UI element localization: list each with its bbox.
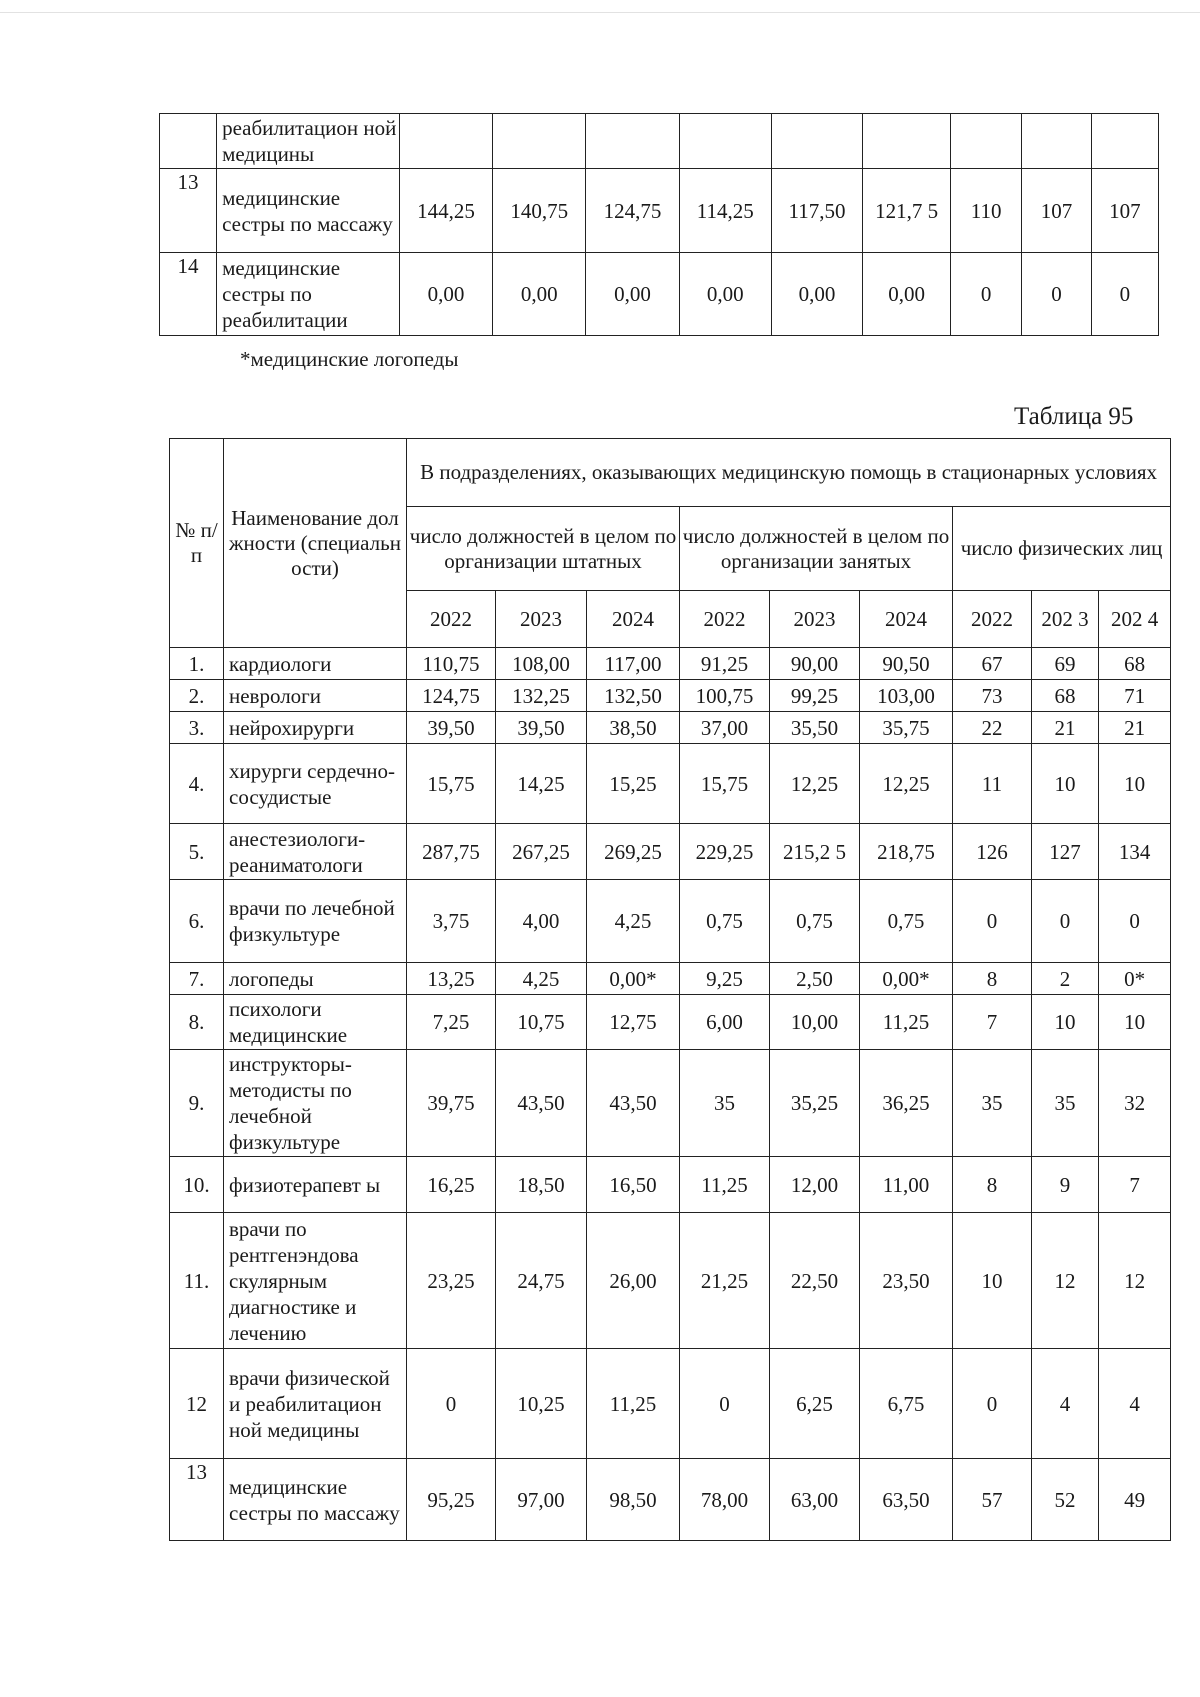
cell-value: 124,75 [407, 680, 496, 712]
cell-value: 12,00 [770, 1157, 860, 1213]
cell-value: 117,50 [771, 169, 863, 253]
cell-value: 132,25 [496, 680, 587, 712]
cell-value: 0 [950, 253, 1021, 336]
row-number: 5. [170, 824, 224, 880]
cell-value: 15,75 [407, 744, 496, 824]
cell-value: 103,00 [860, 680, 953, 712]
cell-value: 0 [1022, 253, 1091, 336]
cell-value: 140,75 [493, 169, 586, 253]
cell-value: 10 [1032, 744, 1099, 824]
row-name: врачи физической и реабилитацион ной медицины [224, 1349, 407, 1459]
row-number: 13 [170, 1459, 224, 1541]
row-name: неврологи [224, 680, 407, 712]
row-number: 13 [160, 169, 217, 253]
table-row [170, 1050, 1171, 1157]
cell-value: 90,50 [860, 648, 953, 680]
row-name: медицинские сестры по массажу [217, 169, 399, 253]
cell-value: 144,25 [399, 169, 493, 253]
cell-value: 107 [1091, 169, 1158, 253]
cell-value: 4,25 [587, 880, 680, 963]
cell-value: 90,00 [770, 648, 860, 680]
row-name: психологи медицинские [224, 995, 407, 1050]
cell-value: 16,50 [587, 1157, 680, 1213]
cell-value: 10 [1099, 995, 1171, 1050]
table-row [170, 1349, 1171, 1459]
header-name: Наименование должности (специальности) [224, 439, 407, 648]
table-row [170, 744, 1171, 824]
cell-value: 3,75 [407, 880, 496, 963]
row-number: 4. [170, 744, 224, 824]
cell-value: 0,00 [493, 253, 586, 336]
cell-value: 0 [953, 880, 1032, 963]
table-row [170, 995, 1171, 1050]
footnote: *медицинские логопеды [240, 347, 459, 371]
table-row [170, 680, 1171, 712]
cell-value: 57 [953, 1459, 1032, 1541]
row-name: медицинские сестры по реабилитации [217, 253, 399, 336]
row-number: 2. [170, 680, 224, 712]
header-year: 2022 [407, 591, 496, 648]
row-number: 10. [170, 1157, 224, 1213]
table-row [170, 648, 1171, 680]
cell-value: 124,75 [586, 169, 680, 253]
table-row [170, 1459, 1171, 1541]
table-row [170, 880, 1171, 963]
row-name: логопеды [224, 963, 407, 995]
cell-value: 9,25 [680, 963, 770, 995]
header-year: 2022 [680, 591, 770, 648]
cell-value: 0,00 [863, 253, 951, 336]
cell-value: 23,50 [860, 1213, 953, 1349]
header-year: 2023 [496, 591, 587, 648]
cell-value: 12,25 [860, 744, 953, 824]
row-name: врачи по рентгенэндова скулярным диагностике и лечению [224, 1213, 407, 1349]
cell-value: 0 [1091, 253, 1158, 336]
page-edge-line [0, 12, 1200, 13]
cell-value: 43,50 [496, 1050, 587, 1157]
row-number: 12 [170, 1349, 224, 1459]
cell-value: 12,25 [770, 744, 860, 824]
cell-value: 108,00 [496, 648, 587, 680]
row-number: 14 [160, 253, 217, 336]
cell-value: 36,25 [860, 1050, 953, 1157]
cell-value: 22 [953, 712, 1032, 744]
cell-value: 35,50 [770, 712, 860, 744]
row-number: 11. [170, 1213, 224, 1349]
cell-value [586, 114, 680, 169]
cell-value: 132,50 [587, 680, 680, 712]
row-name: медицинские сестры по массажу [224, 1459, 407, 1541]
cell-value: 0,00* [587, 963, 680, 995]
table-row [170, 824, 1171, 880]
cell-value: 121,7 5 [863, 169, 951, 253]
row-number: 1. [170, 648, 224, 680]
table-row [160, 114, 1159, 169]
cell-value: 4 [1032, 1349, 1099, 1459]
cell-value: 35 [1032, 1050, 1099, 1157]
cell-value: 43,50 [587, 1050, 680, 1157]
cell-value: 11,00 [860, 1157, 953, 1213]
cell-value: 267,25 [496, 824, 587, 880]
row-name: кардиологи [224, 648, 407, 680]
cell-value [399, 114, 493, 169]
cell-value: 67 [953, 648, 1032, 680]
cell-value [1022, 114, 1091, 169]
cell-value: 8 [953, 1157, 1032, 1213]
cell-value: 35,25 [770, 1050, 860, 1157]
table-row [160, 253, 1159, 336]
header-year: 202 4 [1099, 591, 1171, 648]
cell-value: 8 [953, 963, 1032, 995]
table-row [160, 169, 1159, 253]
cell-value: 114,25 [679, 169, 771, 253]
cell-value: 0 [1032, 880, 1099, 963]
cell-value: 68 [1032, 680, 1099, 712]
cell-value: 15,75 [680, 744, 770, 824]
cell-value: 38,50 [587, 712, 680, 744]
cell-value: 21,25 [680, 1213, 770, 1349]
cell-value: 69 [1032, 648, 1099, 680]
header-group: В подразделениях, оказывающих медицинскую помощь в стационарных условиях [407, 439, 1171, 507]
cell-value [863, 114, 951, 169]
cell-value: 110,75 [407, 648, 496, 680]
continued-table-body [160, 114, 1159, 336]
header-year: 2024 [860, 591, 953, 648]
cell-value: 63,00 [770, 1459, 860, 1541]
row-name: анестезиологи-реаниматологи [224, 824, 407, 880]
cell-value: 0 [680, 1349, 770, 1459]
cell-value: 4,25 [496, 963, 587, 995]
cell-value: 215,2 5 [770, 824, 860, 880]
cell-value: 6,75 [860, 1349, 953, 1459]
cell-value: 39,75 [407, 1050, 496, 1157]
cell-value: 12 [1032, 1213, 1099, 1349]
cell-value: 35 [680, 1050, 770, 1157]
cell-value: 0 [407, 1349, 496, 1459]
cell-value: 13,25 [407, 963, 496, 995]
row-name: хирурги сердечно-сосудистые [224, 744, 407, 824]
cell-value: 10,00 [770, 995, 860, 1050]
cell-value: 73 [953, 680, 1032, 712]
cell-value [1091, 114, 1158, 169]
table-header [170, 439, 1171, 648]
cell-value: 7 [1099, 1157, 1171, 1213]
cell-value: 117,00 [587, 648, 680, 680]
cell-value: 32 [1099, 1050, 1171, 1157]
cell-value: 23,25 [407, 1213, 496, 1349]
table-95 [169, 438, 1171, 1541]
cell-value: 71 [1099, 680, 1171, 712]
table-row [170, 712, 1171, 744]
cell-value: 126 [953, 824, 1032, 880]
cell-value: 21 [1032, 712, 1099, 744]
cell-value: 110 [950, 169, 1021, 253]
row-number: 9. [170, 1050, 224, 1157]
cell-value: 99,25 [770, 680, 860, 712]
cell-value: 11 [953, 744, 1032, 824]
row-name: нейрохирурги [224, 712, 407, 744]
cell-value: 0,75 [680, 880, 770, 963]
row-name: врачи по лечебной физкультуре [224, 880, 407, 963]
cell-value: 0,00 [679, 253, 771, 336]
cell-value: 4 [1099, 1349, 1171, 1459]
cell-value: 63,50 [860, 1459, 953, 1541]
cell-value: 12 [1099, 1213, 1171, 1349]
cell-value: 91,25 [680, 648, 770, 680]
cell-value: 98,50 [587, 1459, 680, 1541]
row-number [160, 114, 217, 169]
cell-value: 100,75 [680, 680, 770, 712]
cell-value: 7 [953, 995, 1032, 1050]
cell-value: 218,75 [860, 824, 953, 880]
cell-value [493, 114, 586, 169]
cell-value: 22,50 [770, 1213, 860, 1349]
cell-value: 0,75 [860, 880, 953, 963]
header-occupied-positions: число должностей в целом по организации занятых [680, 507, 953, 591]
cell-value: 37,00 [680, 712, 770, 744]
cell-value: 0,00 [586, 253, 680, 336]
cell-value: 14,25 [496, 744, 587, 824]
cell-value: 78,00 [680, 1459, 770, 1541]
cell-value: 52 [1032, 1459, 1099, 1541]
cell-value: 39,50 [496, 712, 587, 744]
header-individuals: число физических лиц [953, 507, 1171, 591]
cell-value: 2 [1032, 963, 1099, 995]
cell-value: 10,75 [496, 995, 587, 1050]
row-number: 3. [170, 712, 224, 744]
cell-value: 12,75 [587, 995, 680, 1050]
cell-value: 0 [1099, 880, 1171, 963]
cell-value: 0,00* [860, 963, 953, 995]
cell-value: 107 [1022, 169, 1091, 253]
cell-value: 0,00 [771, 253, 863, 336]
cell-value: 10 [1032, 995, 1099, 1050]
cell-value: 134 [1099, 824, 1171, 880]
row-name: инструкторы-методисты по лечебной физкультуре [224, 1050, 407, 1157]
cell-value [950, 114, 1021, 169]
cell-value: 11,25 [587, 1349, 680, 1459]
cell-value: 11,25 [860, 995, 953, 1050]
table-row [170, 1157, 1171, 1213]
table-caption: Таблица 95 [1014, 403, 1134, 430]
cell-value: 4,00 [496, 880, 587, 963]
header-year: 202 3 [1032, 591, 1099, 648]
cell-value: 95,25 [407, 1459, 496, 1541]
cell-value: 269,25 [587, 824, 680, 880]
cell-value: 24,75 [496, 1213, 587, 1349]
cell-value: 6,00 [680, 995, 770, 1050]
cell-value: 287,75 [407, 824, 496, 880]
cell-value: 0,00 [399, 253, 493, 336]
header-staff-positions: число должностей в целом по организации штатных [407, 507, 680, 591]
row-name: физиотерапевт ы [224, 1157, 407, 1213]
cell-value: 0* [1099, 963, 1171, 995]
cell-value: 2,50 [770, 963, 860, 995]
cell-value: 97,00 [496, 1459, 587, 1541]
cell-value: 68 [1099, 648, 1171, 680]
cell-value: 11,25 [680, 1157, 770, 1213]
row-name: реабилитацион ной медицины [217, 114, 399, 169]
row-number: 6. [170, 880, 224, 963]
cell-value: 10,25 [496, 1349, 587, 1459]
row-number: 7. [170, 963, 224, 995]
cell-value: 127 [1032, 824, 1099, 880]
cell-value: 229,25 [680, 824, 770, 880]
cell-value: 0,75 [770, 880, 860, 963]
cell-value: 21 [1099, 712, 1171, 744]
header-year: 2024 [587, 591, 680, 648]
cell-value: 10 [1099, 744, 1171, 824]
cell-value: 6,25 [770, 1349, 860, 1459]
header-num: № п/п [170, 439, 224, 648]
cell-value: 35,75 [860, 712, 953, 744]
table-row [170, 963, 1171, 995]
cell-value: 16,25 [407, 1157, 496, 1213]
cell-value: 0 [953, 1349, 1032, 1459]
cell-value: 9 [1032, 1157, 1099, 1213]
cell-value [771, 114, 863, 169]
cell-value: 7,25 [407, 995, 496, 1050]
cell-value: 49 [1099, 1459, 1171, 1541]
cell-value: 39,50 [407, 712, 496, 744]
cell-value: 26,00 [587, 1213, 680, 1349]
header-year: 2022 [953, 591, 1032, 648]
table-body [170, 648, 1171, 1541]
cell-value [679, 114, 771, 169]
cell-value: 10 [953, 1213, 1032, 1349]
continued-table [159, 113, 1159, 336]
row-number: 8. [170, 995, 224, 1050]
table-row [170, 1213, 1171, 1349]
cell-value: 15,25 [587, 744, 680, 824]
header-year: 2023 [770, 591, 860, 648]
cell-value: 18,50 [496, 1157, 587, 1213]
cell-value: 35 [953, 1050, 1032, 1157]
